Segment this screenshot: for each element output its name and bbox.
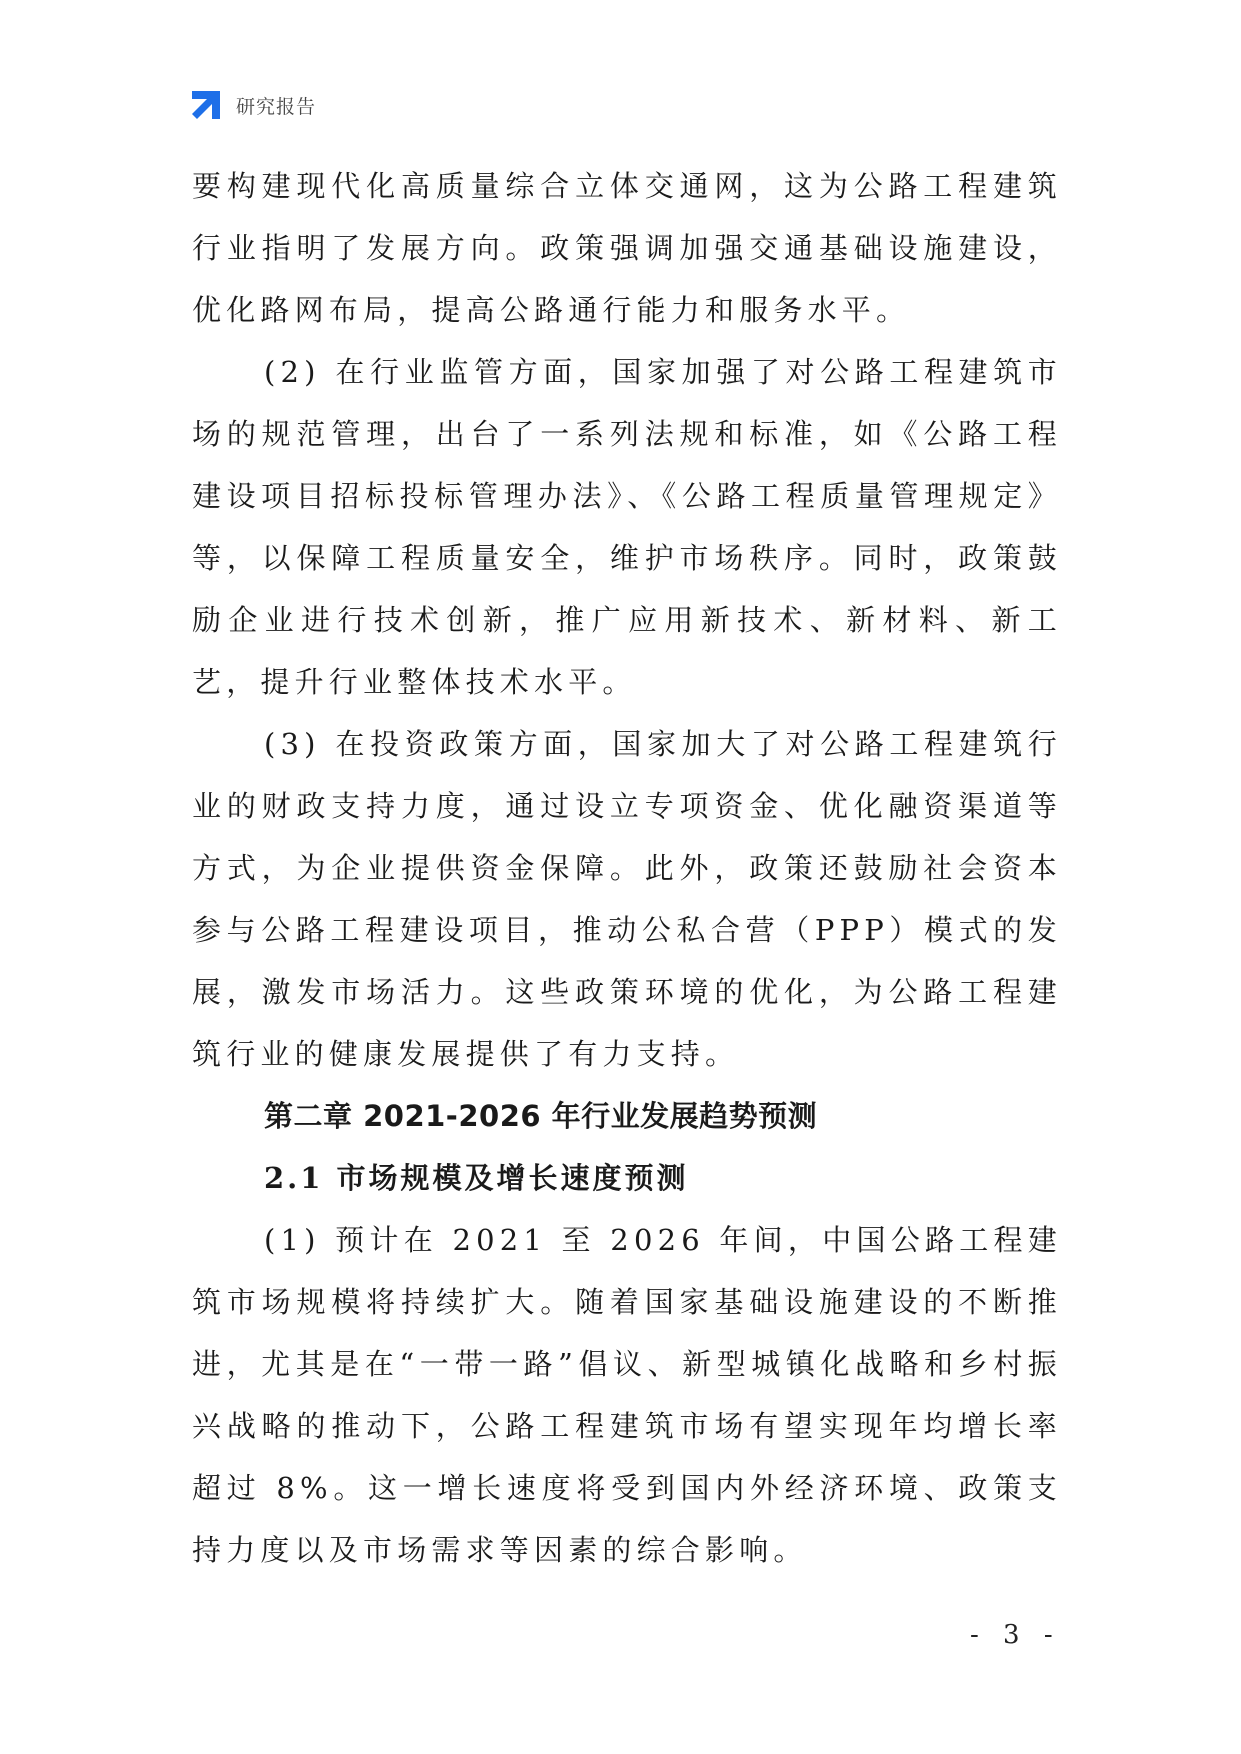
paragraph-1: 要构建现代化高质量综合立体交通网，这为公路工程建筑行业指明了发展方向。政策强调加强交通基础设施建设，优化路网布局，提高公路通行能力和服务水平。 xyxy=(192,169,1062,327)
logo-arrow-icon xyxy=(190,89,222,121)
paragraph-4: (1) 预计在 2021 至 2026 年间，中国公路工程建筑市场规模将持续扩大。随着国家基础设施建设的不断推进，尤其是在“一带一路”倡议、新型城镇化战略和乡村振兴战略的推动下，公路工程建筑市场有望实现年均增长率超过 8%。这一增长速度将受到国内外经济环境、政策支持力度以及市场需求等因素的综合影响。 xyxy=(192,1223,1062,1567)
document-body xyxy=(192,155,1062,1581)
section-heading: 2.1 市场规模及增长速度预测 xyxy=(264,1161,689,1195)
page-header xyxy=(190,88,316,122)
header-label: 研究报告 xyxy=(236,95,317,118)
chapter-heading: 第二章 2021-2026 年行业发展趋势预测 xyxy=(264,1099,818,1133)
paragraph-2: (2) 在行业监管方面，国家加强了对公路工程建筑市场的规范管理，出台了一系列法规和标准，如《公路工程建设项目招标投标管理办法》、《公路工程质量管理规定》等，以保障工程质量安全，维护市场秩序。同时，政策鼓励企业进行技术创新，推广应用新技术、新材料、新工艺，提升行业整体技术水平。 xyxy=(192,355,1062,699)
page-number: - 3 - xyxy=(970,1620,1061,1650)
paragraph-3: (3) 在投资政策方面，国家加大了对公路工程建筑行业的财政支持力度，通过设立专项资金、优化融资渠道等方式，为企业提供资金保障。此外，政策还鼓励社会资本参与公路工程建设项目，推动公私合营（PPP）模式的发展，激发市场活力。这些政策环境的优化，为公路工程建筑行业的健康发展提供了有力支持。 xyxy=(192,727,1062,1071)
